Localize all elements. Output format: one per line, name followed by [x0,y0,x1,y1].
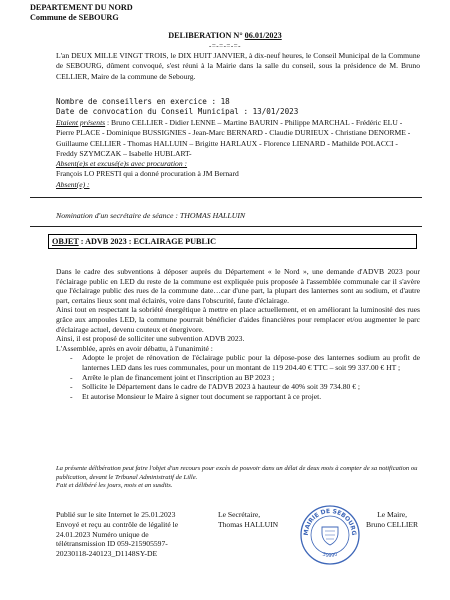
secretary-name: Thomas HALLUIN [218,519,279,529]
intro-paragraph: L'an DEUX MILLE VINGT TROIS, le DIX HUIT JANVIER, à dix-neuf heures, le Conseil Municipal de la Commune de SEBOURG, dûment convoqué, s'est réuni à la Mairie dans la salle du conseil, sous la présidence de M. Bruno CELLIER, Maire de la commune de Sebourg. [56,51,420,81]
conseillers-count: Nombre de conseillers en exercice : 18 [56,97,230,106]
excuses-label: Absent(e)s et excusé(e)s avec procuration : [56,159,188,169]
secretary-nomination: Nomination d'un secrétaire de séance : THOMAS HALLUIN [56,211,246,220]
excuses-list: François LO PRESTI qui a donné procuration à JM Bernard [56,169,239,179]
deliberation-number: 06.01/2023 [244,31,282,40]
secretary-title: Le Secrétaire, [218,510,261,519]
attendance-block [56,118,420,190]
decision-item: - Arrête le plan de financement joint et l'inscription au BP 2023 ; [74,373,420,383]
publication-line: télétransmission ID 059-215905597- [56,539,168,549]
decision-item: - Adopte le projet de rénovation de l'éclairage public pour la dépose-pose des lanternes sodium au profit de lanternes LED dans les rues communales, pour un montant de 119 204.40 € TTC – soit 99 337.00 € HT ; [74,353,420,372]
publication-line: 24.01.2023 Numéro unique de [56,529,149,539]
legal-note [56,465,420,491]
decision-item: - Sollicite le Département dans le cadre de l'ADVB 2023 à hauteur de 40% soit 39 734.80 € ; [74,382,420,392]
publication-line: 20230118-240123_D1148SY-DE [56,549,158,559]
decision-item: - Et autorise Monsieur le Maire à signer tout document se rapportant à ce projet. [74,392,420,402]
objet-label: OBJET [52,237,79,246]
mayor-signature [366,510,418,530]
divider [30,197,422,198]
publication-line: Envoyé et reçu au contrôle de légalité le [56,519,179,529]
stamp-top-text: MAIRIE DE SEBOURG [302,507,358,536]
presents-list: : Bruno CELLIER - Didier LENNE – Martine BAURIN - Philippe MARCHAL - Frédéric ELU - Pierre PLACE - Dominique BUSSIGNIES - Jean-Marc BERNARD - Claudie DURIEUX - Christiane DENORME - Guillaume CELLIER - Thomas HALLUIN – Brigitte HARLAUX - Florence LIENARD - Mathilde POLACCI - Freddy SZYMCZAK – Isabelle HUBLART- [56,118,411,158]
commune-header: Commune de SEBOURG [30,13,119,22]
mayor-name: Bruno CELLIER [366,519,419,529]
publication-block [56,510,216,559]
closing-formula: Fait et délibéré les jours, mois et an susdits. [56,482,173,490]
svg-text:59990 [322,552,339,559]
stamp-bottom-text: 59990 [321,551,339,559]
body-paragraph: Ainsi, il est proposé de solliciter une subvention ADVB 2023. [56,334,245,344]
presents-label: Etaient présents [56,118,106,127]
absents-label: Absent(e) : [56,179,90,189]
appeal-notice: La présente délibération peut faire l'objet d'un recours pour excès de pouvoir dans un délai de deux mois à compter de sa notification ou publication, devant le Tribunal Administratif de Lille. [56,465,418,481]
mayor-title: Le Maire, [377,510,408,519]
objet-box [48,234,417,249]
body-paragraph: Ainsi tout en respectant la sobriété énergétique à mettre en place actuellement, et en améliorant la luminosité des rues grâce aux ampoules LED, la commune pourrait bénéficier d'aides financières pour remplacer et/ou augmenter le parc d'éclairage actuel, devenu couteux et énergivore. [56,305,420,334]
secretary-signature [218,510,278,530]
separator: -=-=-=-=- [209,42,241,50]
deliberation-prefix: DELIBERATION N° [168,31,243,40]
divider [30,226,422,227]
body-paragraph: L'Assemblée, après en avoir débattu, à l'unanimité : [56,343,213,353]
body-paragraph: Dans le cadre des subventions à déposer auprès du Département « le Nord », une demande d'ADVB 2023 pour l'éclairage public en LED du reste de la commune est expliquée puis proposée à l'assemblée communale car il s'avère que l'éclairage public des rues de la commune date…car d'une part, la plupart des lanternes sont au sodium, et d'autre part, certains lieux sont mal éclairés, voire dans l'obscurité, faute d'éclairage. [56,267,420,305]
deliberation-title [0,31,450,40]
department-header: DEPARTEMENT DU NORD [30,3,133,12]
objet-text: : ADVB 2023 : ECLAIRAGE PUBLIC [78,237,217,246]
convocation-date: Date de convocation du Conseil Municipal : 13/01/2023 [56,107,299,116]
decision-list [56,353,420,401]
mairie-stamp-icon [298,503,362,567]
publication-line: Publié sur le site Internet le 25.01.2023 [56,510,176,519]
deliberation-body [56,267,420,401]
